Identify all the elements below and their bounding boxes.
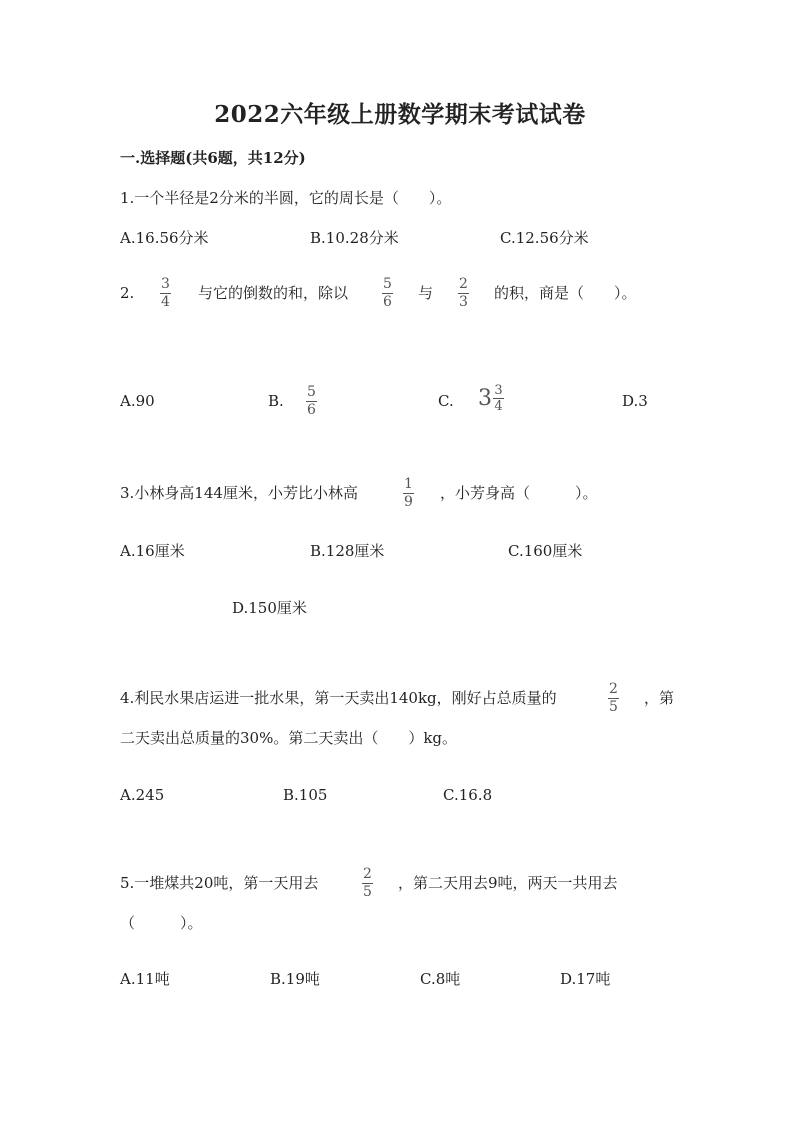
fraction-numerator: 3 [494, 383, 503, 398]
fraction-numerator: 3 [161, 276, 170, 292]
question-2-fraction-two-thirds [458, 277, 469, 310]
fraction-numerator: 2 [459, 276, 468, 292]
question-5-option-d: D.17吨 [560, 970, 611, 988]
question-3-fraction-one-ninth [403, 477, 414, 510]
question-2-number: 2. [120, 284, 135, 302]
question-2-text-b: 与 [418, 284, 434, 302]
question-3-text-a: 3.小林身高144厘米，小芳比小林高 [120, 484, 358, 502]
question-5-text-b: ，第二天用去9吨，两天一共用去 [398, 874, 618, 892]
fraction-denominator: 6 [307, 402, 316, 418]
question-5-option-a: A.11吨 [120, 970, 170, 988]
question-2-option-c-label: C. [438, 392, 454, 410]
question-4-option-b: B.105 [283, 786, 328, 804]
question-5-fraction-two-fifths [362, 867, 373, 900]
question-3-option-b: B.128厘米 [310, 542, 385, 560]
section-heading: 一.选择题(共6题，共12分) [120, 149, 306, 167]
fraction-denominator: 3 [459, 294, 468, 310]
question-5-option-b: B.19吨 [270, 970, 320, 988]
question-5-option-c: C.8吨 [420, 970, 461, 988]
question-3-text-b: ，小芳身高（ ）。 [440, 484, 598, 502]
question-2-option-b-fraction [306, 385, 317, 418]
question-5-text-a: 5.一堆煤共20吨，第一天用去 [120, 874, 319, 892]
question-2-option-c-mixed-number [478, 384, 504, 413]
fraction-denominator: 5 [363, 884, 372, 900]
question-4-text-b: ，第 [644, 689, 675, 707]
question-1-option-b: B.10.28分米 [310, 229, 399, 247]
question-2-text-c: 的积，商是（ ）。 [494, 284, 637, 302]
fraction-numerator: 2 [363, 866, 372, 882]
question-4-option-a: A.245 [120, 786, 165, 804]
fraction-denominator: 4 [161, 294, 170, 310]
question-4-option-c: C.16.8 [443, 786, 493, 804]
question-2-option-b-label: B. [268, 392, 284, 410]
question-5-line-2: （ ）。 [120, 914, 203, 932]
question-4-fraction-two-fifths [608, 682, 619, 715]
question-1-option-c: C.12.56分米 [500, 229, 589, 247]
question-4-line-2: 二天卖出总质量的30%。第二天卖出（ ）kg。 [120, 729, 458, 747]
page-title: 2022六年级上册数学期末考试试卷 [214, 101, 586, 128]
question-1-option-a: A.16.56分米 [120, 229, 209, 247]
question-3-option-c: C.160厘米 [508, 542, 583, 560]
fraction-numerator: 5 [383, 276, 392, 292]
mixed-number-whole: 3 [478, 386, 492, 411]
question-2-fraction-five-sixths [382, 277, 393, 310]
question-2-fraction-three-quarters [160, 277, 171, 310]
question-4-text-a: 4.利民水果店运进一批水果，第一天卖出140kg，刚好占总质量的 [120, 689, 557, 707]
question-3-option-a: A.16厘米 [120, 542, 185, 560]
fraction-denominator: 4 [494, 399, 503, 414]
mixed-number-fraction [493, 384, 504, 413]
fraction-numerator: 5 [307, 384, 316, 400]
question-3-option-d: D.150厘米 [232, 599, 307, 617]
fraction-denominator: 5 [609, 699, 618, 715]
fraction-denominator: 9 [404, 494, 413, 510]
question-1-text: 1.一个半径是2分米的半圆，它的周长是（ ）。 [120, 189, 452, 207]
fraction-numerator: 1 [404, 476, 413, 492]
fraction-denominator: 6 [383, 294, 392, 310]
fraction-numerator: 2 [609, 681, 618, 697]
question-2-option-d: D.3 [622, 392, 648, 410]
question-2-text-a: 与它的倒数的和，除以 [198, 284, 349, 302]
question-2-option-a: A.90 [120, 392, 155, 410]
